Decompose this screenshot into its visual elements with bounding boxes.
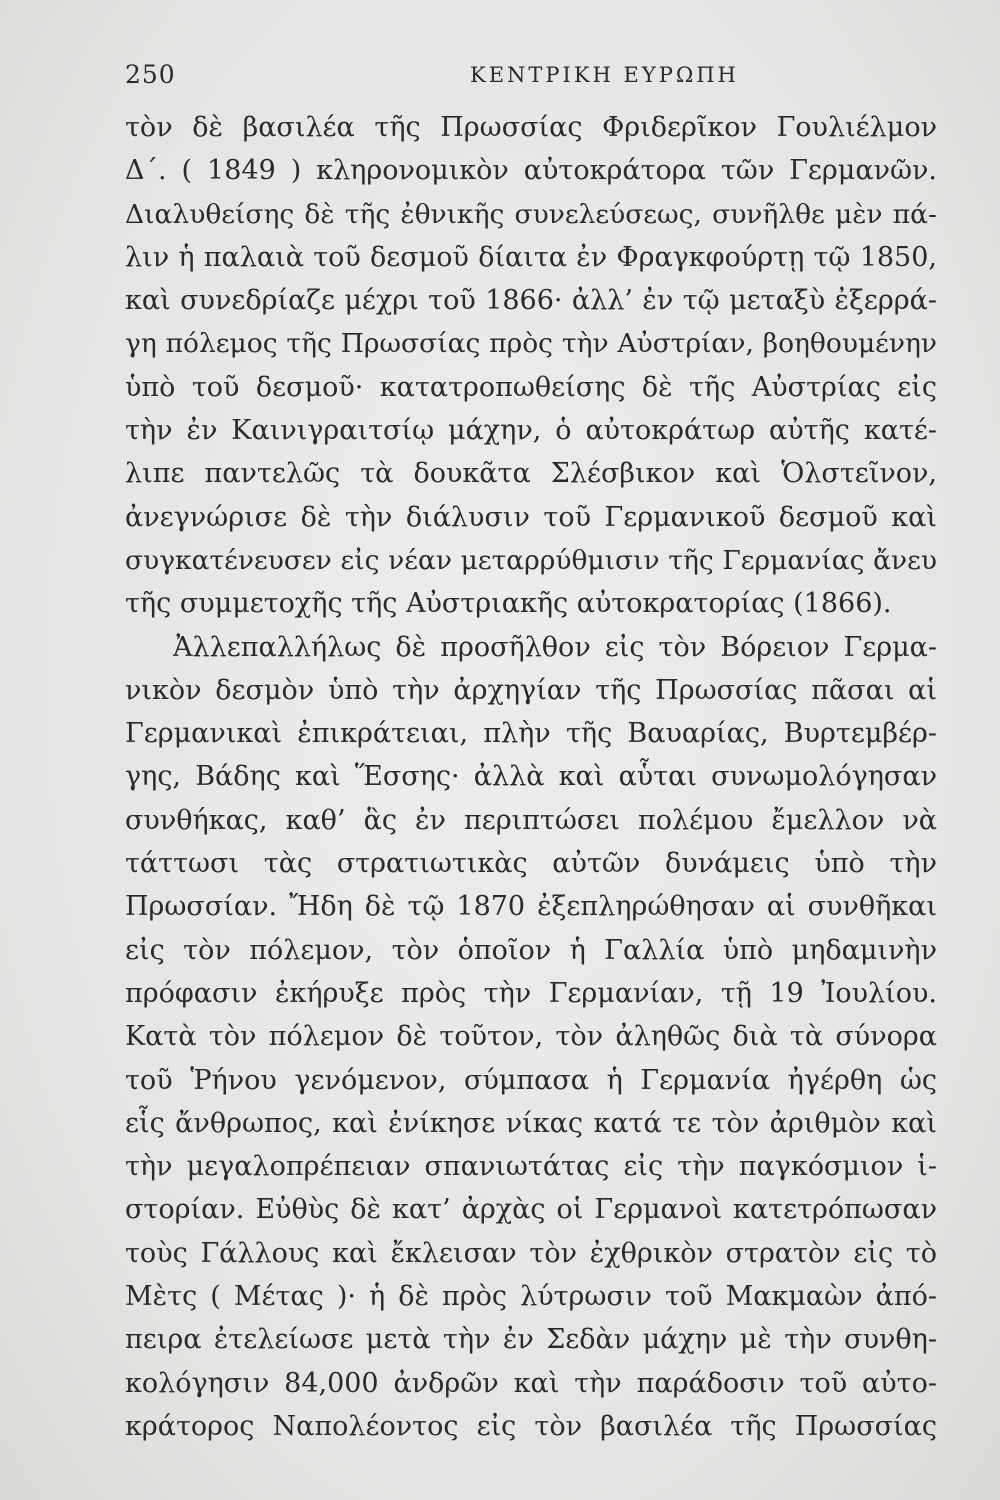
text-line-23: τοῦ Ῥήνου γενόμενον, σύμπασα ἡ Γερμανία ἠγέρθη ὡς: [125, 1064, 937, 1096]
text-line-14: νικὸν δεσμὸν ὑπὸ τὴν ἀρχηγίαν τῆς Πρωσσίας πᾶσαι αἱ: [125, 674, 937, 706]
text-line-11: συγκατένευσεν εἰς νέαν μεταρρύθμισιν τῆς Γερμανίας ἄνευ: [125, 544, 937, 576]
text-line-20: εἰς τὸν πόλεμον, τὸν ὁποῖον ἡ Γαλλία ὑπὸ μηδαμινὴν: [125, 934, 937, 966]
text-line-4: λιν ἡ παλαιὰ τοῦ δεσμοῦ δίαιτα ἐν Φραγκφούρτῃ τῷ 1850,: [125, 241, 937, 273]
text-line-27: τοὺς Γάλλους καὶ ἔκλεισαν τὸν ἐχθρικὸν στρατὸν εἰς τὸ: [125, 1237, 937, 1269]
text-line-7: ὑπὸ τοῦ δεσμοῦ· κατατροπωθείσης δὲ τῆς Αὐστρίας εἰς: [125, 371, 937, 403]
text-line-22: Κατὰ τὸν πόλεμον δὲ τοῦτον, τὸν ἀληθῶς διὰ τὰ σύνορα: [125, 1021, 937, 1053]
text-line-25: τὴν μεγαλοπρέπειαν σπανιωτάτας εἰς τὴν παγκόσμιον ἱ-: [125, 1151, 937, 1183]
text-line-19: Πρωσσίαν. Ἤδη δὲ τῷ 1870 ἐξεπληρώθησαν αἱ συνθῆκαι: [125, 891, 937, 923]
page-number: 250: [125, 60, 176, 89]
text-line-26: στορίαν. Εὐθὺς δὲ κατ’ ἀρχὰς οἱ Γερμανοὶ κατετρόπωσαν: [125, 1194, 937, 1226]
body-text: [125, 106, 937, 1448]
text-line-8: τὴν ἐν Καινιγραιτσίῳ μάχην, ὁ αὐτοκράτωρ αὐτῆς κατέ-: [125, 415, 937, 447]
running-title: ΚΕΝΤΡΙΚΗ ΕΥΡΩΠΗ: [470, 63, 739, 87]
text-line-31: κράτορος Ναπολέοντος εἰς τὸν βασιλέα τῆς Πρωσσίας: [125, 1410, 937, 1442]
text-line-29: πειρα ἐτελείωσε μετὰ τὴν ἐν Σεδὰν μάχην μὲ τὴν συνθη-: [125, 1324, 937, 1356]
text-line-3: Διαλυθείσης δὲ τῆς ἐθνικῆς συνελεύσεως, συνῆλθε μὲν πά-: [125, 198, 937, 230]
text-line-21: πρόφασιν ἐκήρυξε πρὸς τὴν Γερμανίαν, τῇ 19 Ἰουλίου.: [125, 977, 937, 1009]
text-line-16: γης, Βάδης καὶ Ἕσσης· ἀλλὰ καὶ αὗται συνωμολόγησαν: [125, 761, 937, 793]
text-line-1: τὸν δὲ βασιλέα τῆς Πρωσσίας Φριδερῖκον Γουλιέλμον: [125, 112, 937, 143]
text-line-28: Μὲτς ( Μέτας )· ἡ δὲ πρὸς λύτρωσιν τοῦ Μακμαὼν ἀπό-: [125, 1281, 937, 1313]
text-line-10: ἀνεγνώρισε δὲ τὴν διάλυσιν τοῦ Γερμανικοῦ δεσμοῦ καὶ: [125, 501, 937, 533]
text-line-12: τῆς συμμετοχῆς τῆς Αὐστριακῆς αὐτοκρατορίας (1866).: [125, 588, 892, 620]
page-header: [125, 60, 935, 96]
text-line-5: καὶ συνεδρίαζε μέχρι τοῦ 1866· ἀλλ’ ἐν τῷ μεταξὺ ἐξερρά-: [125, 285, 937, 317]
text-line-30: κολόγησιν 84,000 ἀνδρῶν καὶ τὴν παράδοσιν τοῦ αὐτο-: [125, 1367, 937, 1399]
text-line-2: Δ΄. ( 1849 ) κληρονομικὸν αὐτοκράτορα τῶν Γερμανῶν.: [125, 155, 937, 187]
text-line-6: γη πόλεμος τῆς Πρωσσίας πρὸς τὴν Αὐστρίαν, βοηθουμένην: [125, 328, 937, 360]
text-line-15: Γερμανικαὶ ἐπικράτειαι, πλὴν τῆς Βαυαρίας, Βυρτεμβέρ-: [125, 718, 937, 750]
text-line-13: Ἀλλεπαλλήλως δὲ προσῆλθον εἰς τὸν Βόρειον Γερμα-: [173, 631, 937, 663]
text-line-18: τάττωσι τὰς στρατιωτικὰς αὐτῶν δυνάμεις ὑπὸ τὴν: [125, 848, 937, 880]
text-line-24: εἷς ἄνθρωπος, καὶ ἐνίκησε νίκας κατά τε τὸν ἀριθμὸν καὶ: [125, 1107, 937, 1139]
text-line-9: λιπε παντελῶς τὰ δουκᾶτα Σλέσβικον καὶ Ὁλστεῖνον,: [125, 458, 937, 490]
text-line-17: συνθήκας, καθ’ ἃς ἐν περιπτώσει πολέμου ἔμελλον νὰ: [125, 804, 937, 836]
